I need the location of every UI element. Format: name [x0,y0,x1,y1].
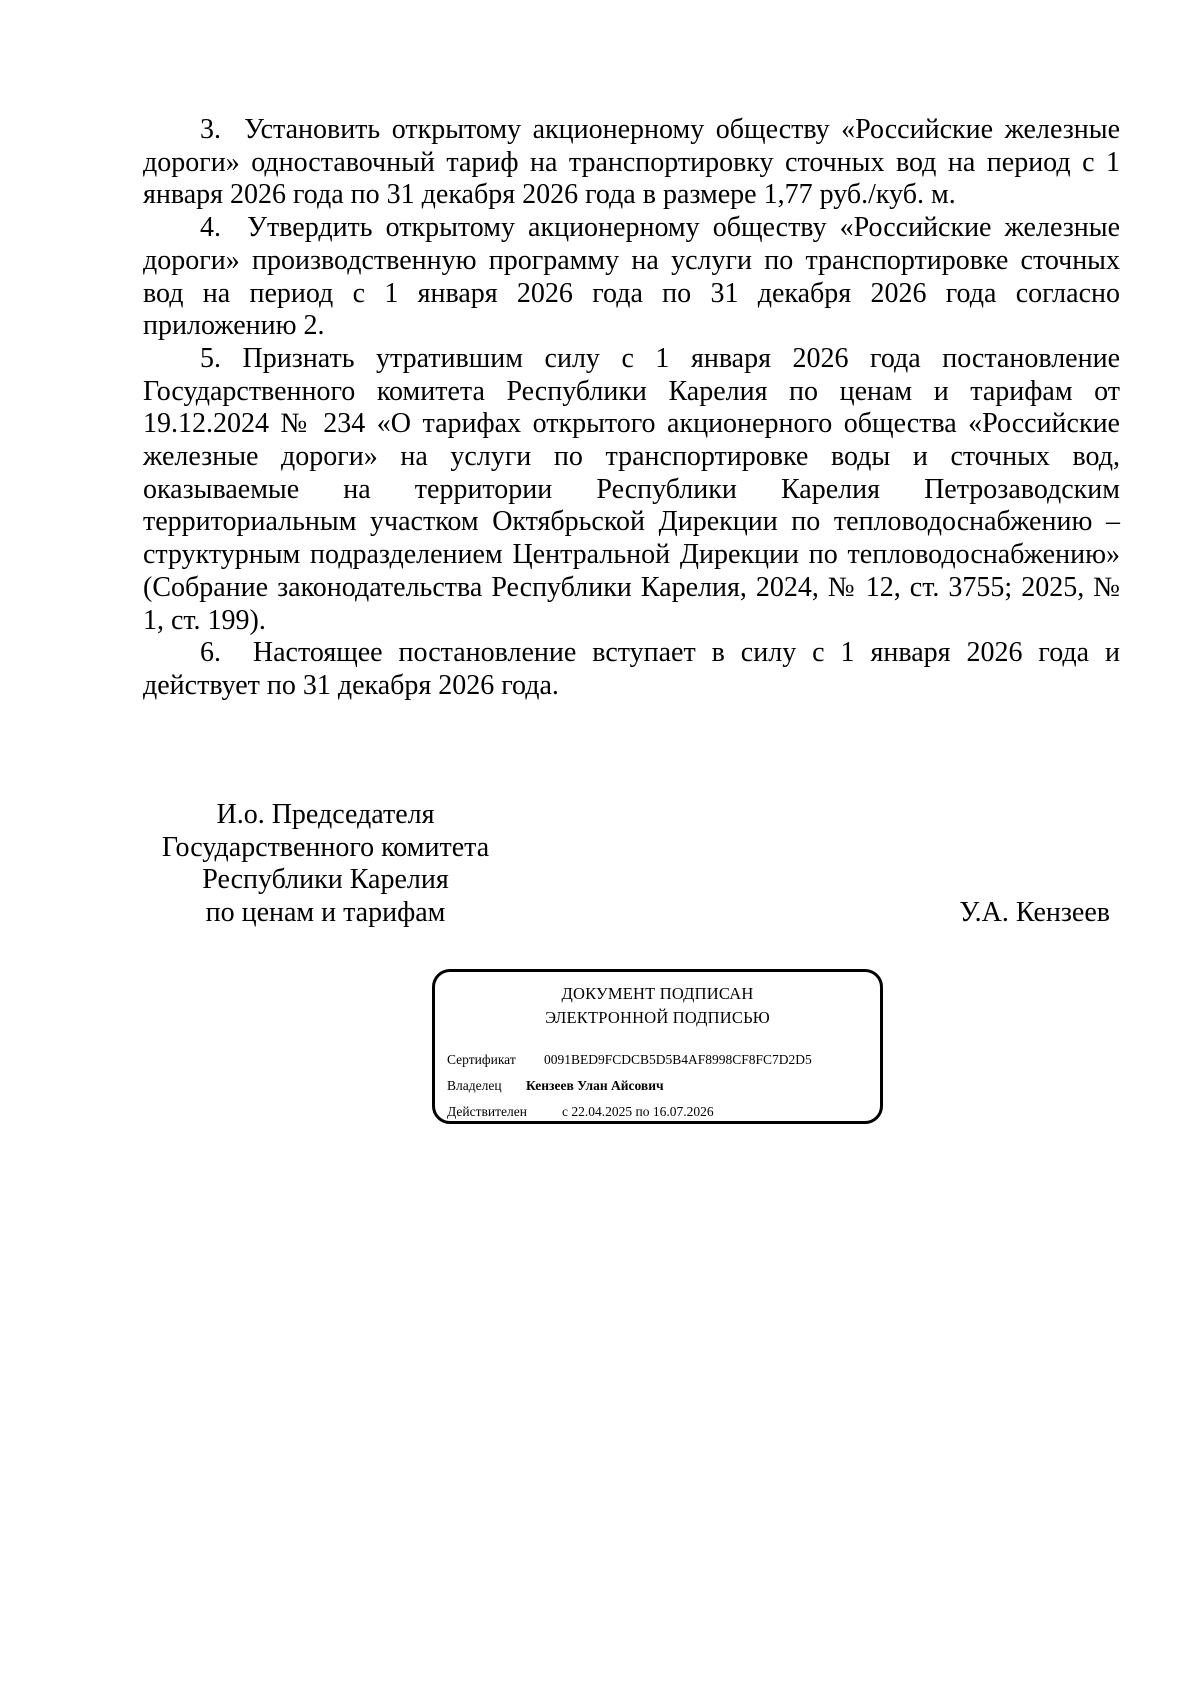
stamp-certificate-row [447,1051,812,1069]
paragraph-6: 6. Настоящее постановление вступает в силу с 1 января 2026 года и действует по 31 декабря 2026 года. [143,637,1120,701]
paragraph-5: 5. Признать утратившим силу с 1 января 2026 года постановление Государственного комитета Республики Карелия по ценам и тарифам от 19.12.2024 № 234 «О тарифах открытого акционерного общества «Российские железные дороги» на услуги по транспортировке воды и сточных вод, оказываемые на территории Республики Карелия Петрозаводским территориальным участком Октябрьской Дирекции по тепловодоснабжению – структурным подразделением Центральной Дирекции по тепловодоснабжению» (Собрание законодательства Республики Карелия, 2024, № 12, ст. 3755; 2025, № 1, ст. 199). [143,342,1120,636]
position-line: Государственного комитета [161,831,490,863]
paragraph-4: 4. Утвердить открытому акционерному обществу «Российские железные дороги» производственную программу на услуги по транспортировке сточных вод на период с 1 января 2026 года по 31 декабря 2026 года согласно приложению 2. [143,212,1120,342]
electronic-signature-stamp [432,969,883,1124]
validity-value: с 22.04.2025 по 16.07.2026 [562,1104,714,1119]
certificate-label: Сертификат [447,1052,516,1067]
resolution-body [143,114,1120,703]
signatory-name: У.А. Кензеев [959,897,1110,928]
stamp-validity-row [447,1103,714,1121]
stamp-title [435,982,880,1030]
paragraph-3: 3. Установить открытому акционерному обществу «Российские железные дороги» одноставочный тариф на транспортировку сточных вод на период с 1 января 2026 года по 31 декабря 2026 года в размере 1,77 руб./куб. м. [143,114,1120,211]
stamp-title-line: ЭЛЕКТРОННОЙ ПОДПИСЬЮ [545,1008,770,1027]
signatory-position [143,799,508,930]
position-line: И.о. Председателя [216,799,435,830]
owner-label: Владелец [447,1078,502,1093]
owner-value: Кензеев Улан Айсович [526,1078,664,1093]
certificate-value: 0091BED9FCDCB5D5B4AF8998CF8FC7D2D5 [544,1052,812,1067]
position-line: по ценам и тарифам [205,897,446,929]
position-line: Республики Карелия [202,864,449,896]
validity-label: Действителен [447,1104,527,1119]
stamp-owner-row [447,1077,664,1095]
stamp-title-line: ДОКУМЕНТ ПОДПИСАН [561,984,754,1003]
